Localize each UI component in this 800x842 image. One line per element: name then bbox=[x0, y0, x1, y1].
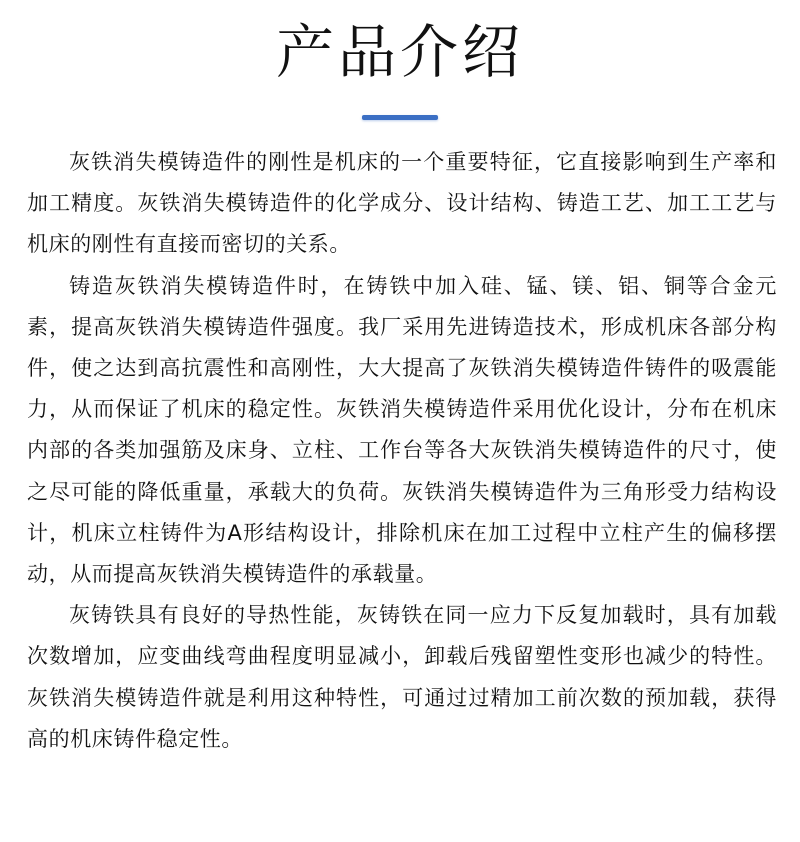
paragraph-rigidity: 灰铁消失模铸造件的刚性是机床的一个重要特征，它直接影响到生产率和加工精度。灰铁消失模铸造件的化学成分、设计结构、铸造工艺、加工工艺与机床的刚性有直接而密切的关系。 bbox=[27, 150, 777, 257]
paragraph-casting-process: 铸造灰铁消失模铸造件时，在铸铁中加入硅、锰、镁、铝、铜等合金元素，提高灰铁消失模铸造件强度。我厂采用先进铸造技术，形成机床各部分构件，使之达到高抗震性和高刚性，大大提高了灰铁消失模铸造件铸件的吸震能力，从而保证了机床的稳定性。灰铁消失模铸造件采用优化设计，分布在机床内部的各类加强筋及床身、立柱、工作台等各大灰铁消失模铸造件的尺寸，使之尽可能的降低重量，承载大的负荷。灰铁消失模铸造件为三角形受力结构设计，机床立柱铸件为A形结构设计，排除机床在加工过程中立柱产生的偏移摆动，从而提高灰铁消失模铸造件的承载量。 bbox=[27, 273, 777, 587]
title-underline bbox=[362, 115, 438, 120]
article-body bbox=[27, 142, 777, 760]
page-title: 产品介绍 bbox=[275, 18, 524, 86]
paragraph-thermal-properties: 灰铸铁具有良好的导热性能，灰铸铁在同一应力下反复加载时，具有加载次数增加，应变曲线弯曲程度明显减小，卸载后残留塑性变形也减少的特性。灰铁消失模铸造件就是利用这种特性，可通过过精加工前次数的预加载，获得高的机床铸件稳定性。 bbox=[27, 603, 777, 751]
